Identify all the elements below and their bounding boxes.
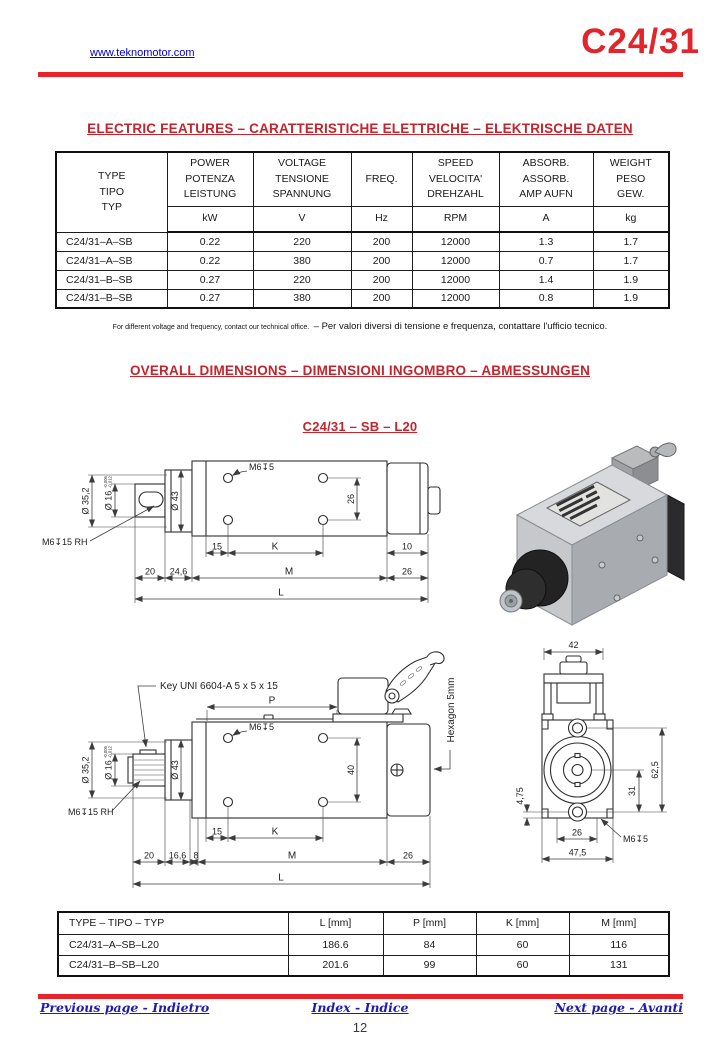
m6-depth5-label: M6↧5: [249, 462, 275, 472]
electric-table: [55, 151, 670, 309]
dim-label-k: K: [271, 826, 279, 838]
dim-label-15: 15: [211, 826, 223, 837]
key-label: Key UNI 6604-A 5 x 5 x 15: [160, 681, 278, 692]
svg-text:26: 26: [346, 493, 356, 505]
svg-text:Ø 35,2: Ø 35,2: [80, 487, 91, 515]
dim-label-42: 42: [568, 640, 579, 650]
dtable-header-p: P [mm]: [383, 912, 476, 934]
dtable-row: C24/31–A–SB–L20 186.6 84 60 116: [58, 934, 669, 955]
page-number: 12: [352, 1020, 368, 1035]
top-view-drawing: [40, 448, 465, 616]
etable-unit-rpm: RPM: [412, 206, 499, 232]
electric-heading: ELECTRIC FEATURES – CARATTERISTICHE ELETTRICHE – ELEKTRISCHE DATEN: [87, 121, 633, 136]
dim-label-26-right: 26: [401, 566, 413, 577]
etable-type-header: TYPE TIPO TYP: [56, 152, 167, 232]
svg-text:Hexagon 5mm: Hexagon 5mm: [446, 677, 457, 743]
svg-text:31: 31: [627, 785, 637, 797]
etable-header-absorb: ABSORB. ASSORB. AMP AUFN: [499, 152, 593, 206]
dim-label-k: K: [271, 541, 279, 553]
svg-text:Ø 35,2: Ø 35,2: [80, 756, 91, 784]
etable-header-weight: WEIGHT PESO GEW.: [593, 152, 669, 206]
svg-text:Ø 16: Ø 16: [103, 490, 114, 511]
bottom-rule: [38, 994, 683, 999]
dim-label-20: 20: [143, 850, 155, 861]
dim-label-8: 8: [193, 850, 199, 861]
svg-text:-0,006-0,012: -0,006-0,012: [103, 476, 113, 488]
dim-label-l: L: [278, 872, 284, 884]
dim-label-26: 26: [571, 827, 583, 838]
model-subheading: C24/31 – SB – L20: [302, 419, 418, 434]
etable-row: C24/31–B–SB 0.27 220 200 12000 1.4 1.9: [56, 270, 669, 289]
svg-text:-0,006-0,012: -0,006-0,012: [103, 746, 113, 758]
front-view-drawing: [495, 628, 720, 896]
etable-row: C24/31–A–SB 0.22 380 200 12000 0.7 1.7: [56, 251, 669, 270]
etable-header-power: POWER POTENZA LEISTUNG: [167, 152, 253, 206]
dim-label-16-6: 16,6: [168, 850, 187, 861]
svg-text:Ø 43: Ø 43: [170, 760, 180, 780]
dim-label-m: M: [287, 850, 297, 862]
motor-outline: [128, 652, 444, 818]
dim-label-tolerance: [103, 475, 113, 488]
m6-depth5-label: M6↧5: [249, 722, 275, 732]
page-title: C24/31: [581, 22, 700, 61]
dim-label-26-holes: [346, 494, 356, 504]
svg-text:4,75: 4,75: [515, 787, 525, 805]
etable-unit-kw: kW: [167, 206, 253, 232]
dim-label-24-6: 24,6: [169, 566, 188, 577]
hexagon-label: [446, 677, 457, 742]
dim-label-m: M: [284, 566, 294, 578]
next-page-link[interactable]: Next page - Avanti: [554, 1000, 683, 1015]
dim-label-dia-43: [170, 760, 180, 780]
previous-page-link[interactable]: Previous page - Indietro: [40, 1000, 210, 1015]
svg-text:62,5: 62,5: [650, 761, 660, 779]
svg-text:40: 40: [346, 764, 356, 776]
motor-outline: [542, 656, 613, 821]
dim-label-40: [346, 765, 356, 775]
etable-header-voltage: VOLTAGE TENSIONE SPANNUNG: [253, 152, 351, 206]
dim-label-15: 15: [211, 541, 223, 552]
etable-unit-a: A: [499, 206, 593, 232]
dtable-header-k: K [mm]: [476, 912, 569, 934]
etable-cell-type: C24/31–A–SB: [56, 251, 167, 270]
dtable-header-type: TYPE – TIPO – TYP: [58, 912, 288, 934]
etable-unit-hz: Hz: [351, 206, 412, 232]
m6-depth15-label: M6↧15 RH: [68, 807, 114, 817]
m6-depth5-label: M6↧5: [623, 834, 649, 844]
etable-header-speed: SPEED VELOCITA' DREHZAHL: [412, 152, 499, 206]
dim-label-dia-16: [104, 760, 114, 780]
dim-label-dia-35-2: [81, 756, 91, 783]
dim-label-l: L: [278, 587, 284, 599]
dim-label-dia-16: [104, 491, 114, 511]
dim-label-26: 26: [402, 850, 414, 861]
dtable-header-l: L [mm]: [288, 912, 383, 934]
dimensions-heading: OVERALL DIMENSIONS – DIMENSIONI INGOMBRO – ABMESSUNGEN: [129, 363, 591, 378]
side-view-drawing: [40, 650, 475, 902]
svg-text:Ø 43: Ø 43: [170, 491, 180, 511]
etable-cell-type: C24/31–B–SB: [56, 270, 167, 289]
etable-row: C24/31–B–SB 0.27 380 200 12000 0.8 1.9: [56, 289, 669, 308]
etable-header-freq: FREQ.: [351, 152, 412, 206]
dim-label-10: 10: [401, 541, 413, 552]
motor-photo: [462, 440, 710, 640]
index-link[interactable]: Index - Indice: [311, 1000, 409, 1015]
dtable-header-row: [58, 912, 669, 934]
dim-label-p: P: [268, 695, 276, 707]
voltage-note: For different voltage and frequency, contact our technical office. – Per valori diversi di tensione e frequenza, contattare l'ufficio tecnico.: [112, 321, 608, 332]
dim-label-dia-35-2: [81, 487, 91, 514]
dim-label-62-5: [650, 761, 660, 779]
dim-label-tolerance: [103, 745, 113, 758]
etable-row: C24/31–A–SB 0.22 220 200 12000 1.3 1.7: [56, 232, 669, 251]
website-link[interactable]: www.teknomotor.com: [90, 47, 195, 59]
dim-label-dia-43: [170, 491, 180, 511]
dim-label-47-5: 47,5: [568, 847, 587, 858]
dtable-header-m: M [mm]: [569, 912, 669, 934]
dim-label-4-75: [515, 787, 525, 805]
dtable-row: C24/31–B–SB–L20 201.6 99 60 131: [58, 955, 669, 976]
svg-text:Ø 16: Ø 16: [103, 760, 114, 780]
top-rule: [38, 72, 683, 77]
etable-unit-kg: kg: [593, 206, 669, 232]
etable-cell-type: C24/31–A–SB: [56, 232, 167, 251]
etable-cell-type: C24/31–B–SB: [56, 289, 167, 308]
dimension-table: [57, 911, 670, 977]
dim-label-20: 20: [144, 566, 156, 577]
m6-depth15-label: M6↧15 RH: [42, 537, 88, 547]
dim-label-31: [627, 786, 637, 796]
etable-unit-v: V: [253, 206, 351, 232]
